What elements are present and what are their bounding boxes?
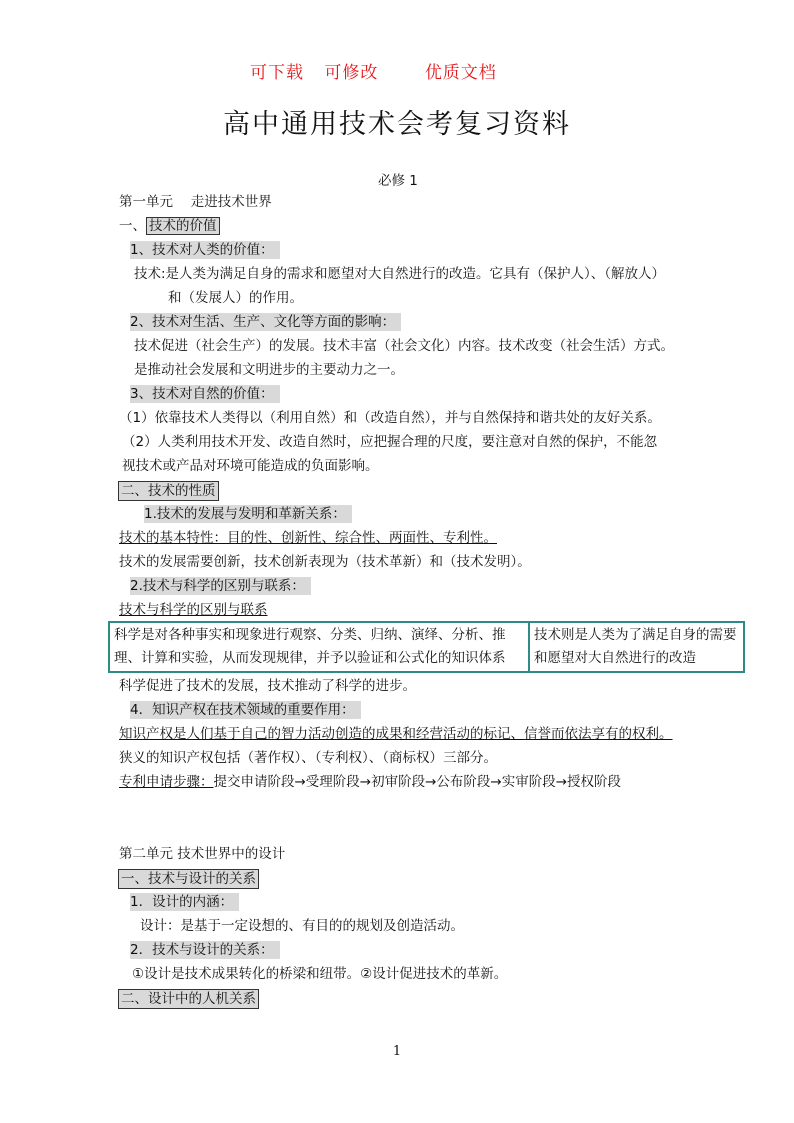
paragraph-ip-definition (119, 725, 673, 743)
paragraph: （1）依靠技术人类得以（利用自然）和（改造自然），并与自然保持和谐共处的友好关系。 (119, 410, 661, 426)
paragraph: 技术促进（社会生产）的发展。技术丰富（社会文化）内容。技术改变（社会生活）方式。 (134, 338, 674, 354)
section-tech-value (119, 217, 220, 235)
table-cell-science: 科学是对各种事实和现象进行观察、分类、归纳、演绎、分析、推理、计算和实验，从而发现规律，并予以验证和公式化的知识体系 (109, 622, 529, 672)
unit1-heading: 第一单元 走进技术世界 (119, 194, 272, 210)
paragraph: 和（发展人）的作用。 (168, 290, 303, 306)
paragraph: 技术:是人类为满足自身的需求和愿望对大自然进行的改造。它具有（保护人）、（解放人） (134, 266, 666, 282)
paragraph: ①设计是技术成果转化的桥梁和纽带。②设计促进技术的革新。 (132, 966, 508, 982)
document-title: 高中通用技术会考复习资料 (223, 109, 571, 140)
watermark (250, 58, 511, 83)
section-number: 一、 (119, 218, 146, 234)
page-number: 1 (392, 1044, 402, 1059)
subheading-tech-vs-science: 2.技术与科学的区别与联系： (130, 577, 311, 595)
watermark-downloadable: 可下载 (250, 63, 304, 83)
module-label: 必修 1 (378, 173, 418, 189)
section-tech-design: 一、技术与设计的关系 (118, 869, 259, 889)
paragraph-patent-steps (119, 773, 621, 791)
section-tech-nature: 二、技术的性质 (118, 481, 219, 501)
subheading-tech-design-relation: 2．技术与设计的关系： (130, 941, 280, 959)
paragraph: 设计：是基于一定设想的、有目的的规划及创造活动。 (140, 918, 464, 934)
subheading-design-meaning: 1．设计的内涵： (130, 893, 239, 911)
paragraph: 狭义的知识产权包括（著作权）、（专利权）、（商标权）三部分。 (119, 750, 497, 766)
watermark-editable: 可修改 (324, 63, 379, 83)
section-human-machine: 二、设计中的人机关系 (118, 989, 259, 1009)
subheading-impact: 2、技术对生活、生产、文化等方面的影响： (130, 313, 401, 331)
patent-steps-text: 提交申请阶段→受理阶段→初审阶段→公布阶段→实审阶段→授权阶段 (213, 774, 622, 790)
subheading-ip: 4．知识产权在技术领域的重要作用： (130, 701, 361, 719)
subheading-nature-value: 3、技术对自然的价值： (130, 385, 280, 403)
watermark-quality: 优质文档 (424, 63, 497, 83)
paragraph: 视技术或产品对环境可能造成的负面影响。 (122, 458, 379, 474)
patent-steps-label: 专利申请步骤： (119, 774, 214, 790)
subheading-value-to-human: 1、技术对人类的价值： (130, 241, 280, 259)
section-title: 技术的价值 (146, 217, 220, 235)
paragraph: 技术的发展需要创新，技术创新表现为（技术革新）和（技术发明）。 (119, 554, 531, 570)
table-row (109, 622, 744, 672)
subheading-innovation: 1.技术的发展与发明和革新关系： (144, 505, 352, 523)
paragraph-text: 知识产权是人们基于自己的智力活动创造的成果和经营活动的标记、信誉而依法享有的权利。 (119, 726, 673, 742)
paragraph-tech-vs-science: 技术与科学的区别与联系 (119, 602, 268, 618)
unit2-heading: 第二单元 技术世界中的设计 (119, 846, 286, 862)
paragraph: 是推动社会发展和文明进步的主要动力之一。 (134, 362, 404, 378)
comparison-table (108, 621, 745, 673)
paragraph: （2）人类利用技术开发、改造自然时，应把握合理的尺度，要注意对自然的保护，不能忽 (122, 434, 658, 450)
paragraph: 科学促进了技术的发展，技术推动了科学的进步。 (119, 678, 416, 694)
paragraph-characteristics: 技术的基本特性：目的性、创新性、综合性、两面性、专利性。 (119, 530, 497, 546)
table-cell-technology: 技术则是人类为了满足自身的需要和愿望对大自然进行的改造 (529, 622, 744, 672)
